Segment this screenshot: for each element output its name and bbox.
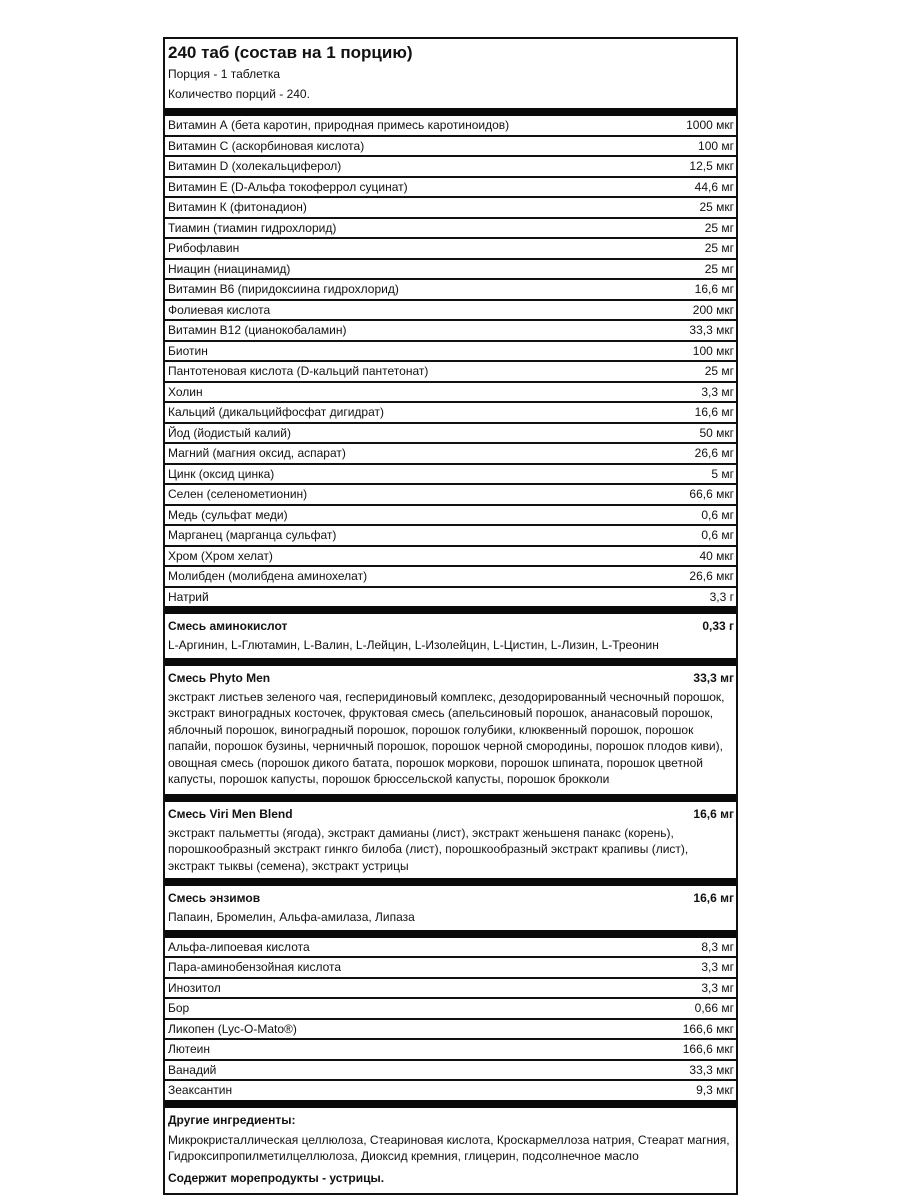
nutrient-value: 0,6 мг [701, 507, 734, 522]
nutrient-value: 16,6 мг [694, 405, 734, 420]
nutrient-name: Инозитол [168, 980, 221, 995]
nutrient-value: 100 мг [698, 138, 734, 153]
blend-name: Смесь энзимов [168, 891, 261, 905]
nutrient-name: Цинк (оксид цинка) [168, 466, 275, 481]
section-divider [165, 878, 736, 886]
nutrient-row [165, 977, 736, 998]
nutrient-value: 5 мг [711, 466, 734, 481]
nutrient-value: 12,5 мкг [689, 159, 734, 174]
section-divider [165, 794, 736, 802]
blend-name: Смесь Phyto Men [168, 670, 271, 685]
nutrient-value: 26,6 мкг [689, 569, 734, 584]
nutrient-value: 3,3 мг [701, 960, 734, 975]
nutrient-name: Витамин А (бета каротин, природная примесь каротиноидов) [168, 118, 510, 133]
blend-description: L-Аргинин, L-Глютамин, L-Валин, L-Лейцин, L-Изолейцин, L-Цистин, L-Лизин, L-Треонин [168, 638, 659, 652]
nutrient-row [165, 340, 736, 361]
nutrient-row [165, 401, 736, 422]
nutrient-name: Витамин В12 (цианокобаламин) [168, 323, 347, 338]
nutrient-name: Тиамин (тиамин гидрохлорид) [168, 220, 337, 235]
nutrient-row [165, 299, 736, 320]
nutrient-name: Пантотеновая кислота (D-кальций пантетонат) [168, 364, 429, 379]
nutrient-row [165, 997, 736, 1018]
panel-header [165, 39, 736, 108]
nutrient-row [165, 938, 736, 957]
allergen-note: Содержит морепродукты - устрицы. [168, 1170, 385, 1185]
section-divider [165, 658, 736, 666]
nutrient-value: 3,3 мг [701, 384, 734, 399]
nutrient-value: 166,6 мкг [682, 1021, 734, 1036]
blend-name: Смесь Viri Men Blend [168, 806, 293, 821]
nutrient-value: 25 мг [704, 364, 734, 379]
nutrient-name: Лютеин [168, 1042, 210, 1057]
nutrient-name: Селен (селенометионин) [168, 487, 308, 502]
nutrient-row [165, 422, 736, 443]
section-divider [165, 930, 736, 938]
nutrient-row [165, 237, 736, 258]
section-divider [165, 108, 736, 116]
nutrient-row [165, 504, 736, 525]
nutrient-row [165, 483, 736, 504]
section-divider [165, 606, 736, 614]
nutrient-row [165, 381, 736, 402]
nutrient-value: 8,3 мг [701, 939, 734, 954]
nutrient-row [165, 1018, 736, 1039]
nutrient-row [165, 278, 736, 299]
nutrient-name: Фолиевая кислота [168, 302, 271, 317]
nutrient-value: 3,3 мг [701, 980, 734, 995]
nutrient-name: Пара-аминобензойная кислота [168, 960, 342, 975]
nutrient-row [165, 463, 736, 484]
blend-value: 0,33 г [702, 619, 734, 633]
nutrient-name: Молибден (молибдена аминохелат) [168, 569, 368, 584]
nutrient-row [165, 956, 736, 977]
nutrient-value: 1000 мкг [686, 118, 734, 133]
nutrient-value: 200 мкг [692, 302, 734, 317]
nutrient-row [165, 524, 736, 545]
nutrient-name: Натрий [168, 589, 209, 604]
nutrient-name: Витамин С (аскорбиновая кислота) [168, 138, 365, 153]
blend-name: Смесь аминокислот [168, 619, 288, 633]
nutrient-name: Альфа-липоевая кислота [168, 939, 310, 954]
blend-value: 33,3 мг [693, 670, 734, 685]
nutrient-name: Хром (Хром хелат) [168, 548, 273, 563]
blend-value: 16,6 мг [693, 891, 734, 905]
blend-value: 16,6 мг [693, 806, 734, 821]
nutrient-value: 9,3 мкг [696, 1083, 734, 1098]
nutrient-row [165, 258, 736, 279]
other-ingredients [165, 1108, 736, 1193]
nutrient-value: 25 мг [704, 220, 734, 235]
enzyme-blend [165, 886, 736, 930]
nutrient-row [165, 1079, 736, 1100]
nutrient-name: Витамин В6 (пиридоксиина гидрохлорид) [168, 282, 399, 297]
nutrient-value: 40 мкг [699, 548, 734, 563]
nutrient-row [165, 319, 736, 340]
nutrient-name: Медь (сульфат меди) [168, 507, 288, 522]
nutrient-value: 3,3 г [709, 589, 734, 604]
nutrient-row [165, 217, 736, 238]
nutrient-name: Витамин D (холекальциферол) [168, 159, 342, 174]
nutrient-row [165, 442, 736, 463]
nutrient-name: Витамин E (D-Альфа токоферрол суцинат) [168, 179, 408, 194]
phyto-men-blend [165, 666, 736, 794]
supplement-facts-panel [163, 37, 738, 1195]
additional-nutrients-list [165, 938, 736, 1100]
nutrient-name: Биотин [168, 343, 208, 358]
servings-count: Количество порций - 240. [168, 87, 310, 101]
nutrient-row [165, 155, 736, 176]
nutrient-value: 25 мг [704, 261, 734, 276]
nutrient-row [165, 1059, 736, 1080]
nutrient-row [165, 545, 736, 566]
nutrient-name: Йод (йодистый калий) [168, 425, 291, 440]
panel-title: 240 таб (состав на 1 порцию) [168, 43, 413, 62]
nutrient-name: Магний (магния оксид, аспарат) [168, 446, 346, 461]
nutrient-name: Марганец (марганца сульфат) [168, 528, 337, 543]
nutrient-row [165, 565, 736, 586]
nutrient-name: Ниацин (ниацинамид) [168, 261, 291, 276]
nutrient-value: 25 мг [704, 241, 734, 256]
nutrient-value: 44,6 мг [694, 179, 734, 194]
nutrient-name: Ликопен (Lyc-O-Mato®) [168, 1021, 297, 1036]
nutrient-row [165, 360, 736, 381]
section-divider [165, 1100, 736, 1108]
nutrient-row [165, 176, 736, 197]
nutrient-value: 50 мкг [699, 425, 734, 440]
nutrient-row [165, 1038, 736, 1059]
blend-description: экстракт пальметты (ягода), экстракт дамианы (лист), экстракт женьшеня панакс (корень), порошкообразный экстракт гинкго билоба (лист), порошкообразный экстракт крапивы (лист), экстракт тыквы (семена), экстракт устрицы [168, 825, 689, 873]
other-ingredients-heading: Другие ингредиенты: [168, 1112, 296, 1127]
nutrient-value: 16,6 мг [694, 282, 734, 297]
nutrient-value: 0,6 мг [701, 528, 734, 543]
nutrient-value: 166,6 мкг [682, 1042, 734, 1057]
nutrient-value: 0,66 мг [694, 1001, 734, 1016]
nutrient-name: Ванадий [168, 1062, 217, 1077]
vitamins-minerals-list [165, 116, 736, 606]
nutrient-value: 66,6 мкг [689, 487, 734, 502]
viri-men-blend [165, 802, 736, 879]
nutrient-row [165, 116, 736, 135]
nutrient-row [165, 586, 736, 607]
other-ingredients-text: Микрокристаллическая целлюлоза, Стеариновая кислота, Кроскармеллоза натрия, Стеарат магния, Гидроксипропилметилцеллюлоза, Диоксид кремния, глицерин, подсолнечное масло [168, 1132, 730, 1163]
amino-acid-blend [165, 614, 736, 658]
blend-description: экстракт листьев зеленого чая, гесперидиновый комплекс, дезодорированный чесночный порошок, экстракт виноградных косточек, фруктовая смесь (апельсиновый порошок, ананасовый порошок, яблочный порошок, виноградный порошок, порошок голубики, клюквенный порошок, порошок папайи, порошок бузины, черничный порошок, порошок черной смородины, порошок плодов киви), овощная смесь (порошок дикого батата, порошок моркови, порошок шпината, порошок цветной капусты, порошок капусты, порошок брюссельской капусты, порошок брокколи [168, 689, 725, 786]
nutrient-value: 33,3 мкг [689, 323, 734, 338]
blend-description: Папаин, Бромелин, Альфа-амилаза, Липаза [168, 910, 415, 924]
nutrient-name: Зеаксантин [168, 1083, 233, 1098]
nutrient-name: Холин [168, 384, 203, 399]
nutrient-name: Витамин К (фитонадион) [168, 200, 307, 215]
nutrient-row [165, 135, 736, 156]
nutrient-name: Кальций (дикальцийфосфат дигидрат) [168, 405, 384, 420]
nutrient-value: 26,6 мг [694, 446, 734, 461]
nutrient-name: Бор [168, 1001, 190, 1016]
nutrient-row [165, 196, 736, 217]
nutrient-name: Рибофлавин [168, 241, 240, 256]
nutrient-value: 33,3 мкг [689, 1062, 734, 1077]
nutrient-value: 25 мкг [699, 200, 734, 215]
nutrient-value: 100 мкг [692, 343, 734, 358]
serving-size: Порция - 1 таблетка [168, 67, 281, 81]
